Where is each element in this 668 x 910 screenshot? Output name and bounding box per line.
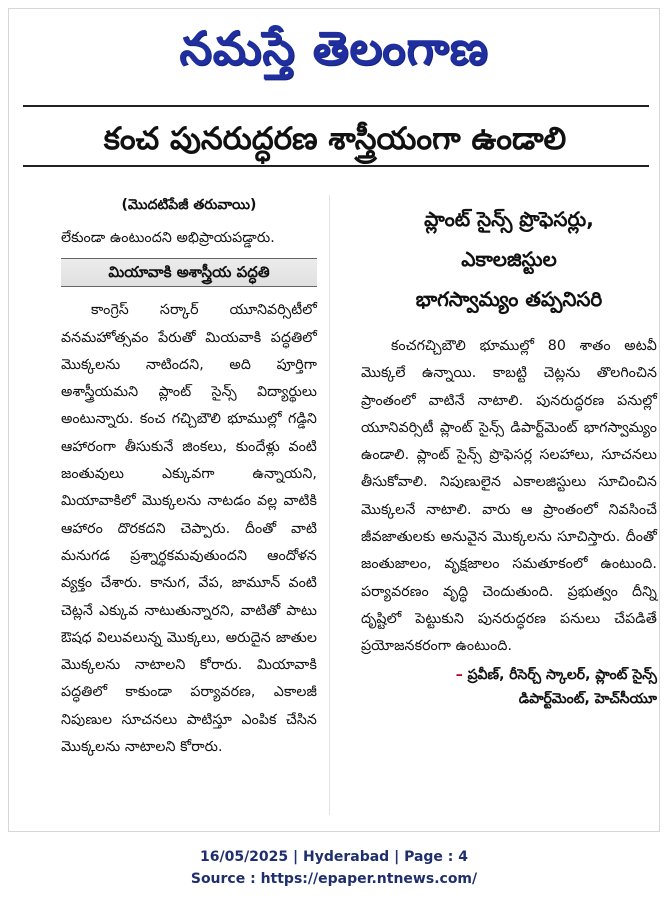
intro-paragraph: లేకుండా ఉంటుందని అభిప్రాయపడ్డారు. xyxy=(61,230,275,246)
right-column xyxy=(361,199,657,711)
byline xyxy=(361,663,657,711)
byline-affiliation: డిపార్ట్‌మెంట్, హెచ్‌సీయూ xyxy=(518,690,657,707)
headline-bottom-rule xyxy=(23,165,649,167)
byline-name: ప్రవీణ్, రీసెర్చ్ స్కాలర్, ప్లాంట్ సైన్స్ xyxy=(467,666,657,683)
footer-date-line: 16/05/2025 | Hyderabad | Page : 4 xyxy=(199,849,469,865)
pull-quote xyxy=(361,199,657,319)
article-headline: కంచ పునరుద్ధరణ శాస్త్రీయంగా ఉండాలి xyxy=(103,121,567,157)
byline-dash: – xyxy=(455,666,463,683)
pull-quote-line: భాగస్వామ్యం తప్పనిసరి xyxy=(415,287,603,311)
left-body-paragraph: కాంగ్రెస్ సర్కార్ యూనివర్సిటీలో వనమహోత్సవం పేరుతో మియవాకి పద్ధతిలో మొక్కలను నాటిందని, అది పూర్తిగా అశాస్త్రీయమని ప్లాంట్ సైన్స్ విద్యార్థులు అంటున్నారు. కంచ గచ్చిబౌలి భూముల్లో గడ్డిని ఆహారంగా తీసుకునే జింకలు, కుందేళ్లు వంటి జంతువులు ఎక్కువగా ఉన్నాయని, మియావాకిలో మొక్కలను నాటడం వల్ల వాటికి ఆహారం దొరకదని చెప్పారు. దీంతో వాటి మనుగడ ప్రశ్నార్థకమవుతుందని ఆందోళన వ్యక్తం చేశారు. కానుగ, వేప, జామూన్ వంటి చెట్లనే ఎక్కువ నాటుతున్నారని, వాటితో పాటు ఔషధ విలువలున్న మొక్కలు, అరుదైన జాతుల మొక్కలను నాటాలని కోరారు. మియావాకి పద్ధతిలో కాకుండా పర్యావరణ, ఎకాలజీ నిపుణుల సూచనలు పాటిస్తూ ఎంపిక చేసిన మొక్కలను నాటాలని కోరారు. xyxy=(61,302,317,756)
newspaper-masthead: నమస్తే తెలంగాణ xyxy=(179,21,489,75)
right-body-paragraph: కంచగచ్చిబౌలి భూముల్లో 80 శాతం అటవీ మొక్కలే ఉన్నాయి. కాబట్టి చెట్లను తొలగించిన ప్రాంతంలో వాటినే నాటాలి. పునరుద్ధరణ పనుల్లో యూనివర్సిటీ ప్లాంట్ సైన్స్ డిపార్ట్‌మెంట్ భాగస్వామ్యం ఉండాలి. ప్లాంట్ సైన్స్ ప్రొఫెసర్ల సలహాలు, సూచనలు తీసుకోవాలి. నిపుణులైన ఎకాలజిస్టులు సూచించిన మొక్కలనే నాటాలి. వారు ఆ ప్రాంతంలో నివసించే జీవజాతులకు అనువైన మొక్కలను సూచిస్తారు. దీంతో జంతుజాలం, వృక్షజాలం సమతూకంలో ఉంటుంది. పర్యావరణం వృద్ధి చెందుతుంది. ప్రభుత్వం దీన్ని దృష్టిలో పెట్టుకుని పునరుద్ధరణ పనులు చేపడితే ప్రయోజనకరంగా ఉంటుంది. xyxy=(361,338,657,655)
footer-source-line: Source : https://epaper.ntnews.com/ xyxy=(190,871,478,887)
left-column xyxy=(61,195,317,761)
section-subhead: మియావాకి అశాస్త్రీయ పద్ధతి xyxy=(61,258,317,287)
epaper-clipping xyxy=(8,8,660,832)
column-divider xyxy=(329,195,330,815)
page-footer xyxy=(0,846,668,890)
continued-note: (మొదటిపేజీ తరువాయి) xyxy=(121,197,257,213)
pull-quote-line: ప్లాంట్ సైన్స్ ప్రొఫెసర్లు, xyxy=(424,207,594,231)
headline-top-rule xyxy=(23,105,649,107)
pull-quote-line: ఎకాలజిస్టుల xyxy=(461,247,557,271)
